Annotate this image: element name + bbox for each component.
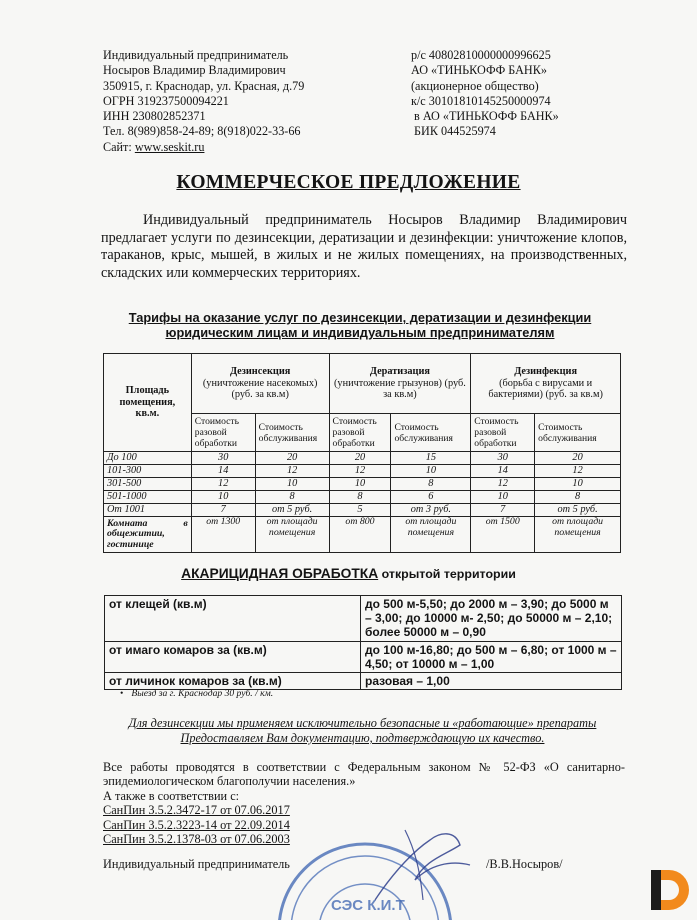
room-price-cell: от 1500 [471, 517, 535, 553]
tariff-title: Тарифы на оказание услуг по дезинсекции, дератизации и дезинфекции юридическим лицам и индивидуальным предпринимателям [128, 310, 592, 341]
price-cell: 14 [471, 465, 535, 478]
price-cell: от 5 руб. [535, 504, 621, 517]
acaricide-table [104, 595, 622, 690]
site-link[interactable]: www.seskit.ru [134, 139, 205, 154]
bank-line: к/с 30101810145250000974 [411, 93, 551, 108]
company-line: ИНН 230802852371 [103, 109, 206, 124]
one-time-price-header: Стоимость разовой обработки [329, 414, 391, 452]
room-price-cell: от площади помещения [255, 517, 329, 553]
area-cell: 101-300 [104, 465, 192, 478]
price-cell: 10 [535, 478, 621, 491]
disinsection-header [191, 354, 329, 414]
price-cell: 7 [191, 504, 255, 517]
price-cell: 30 [471, 452, 535, 465]
group-desc: (борьба с вирусами и бактериями) (руб. за кв.м) [488, 377, 603, 401]
group-desc: (уничтожение насекомых) (руб. за кв.м) [202, 377, 318, 401]
acaricide-label: от личинок комаров за (кв.м) [105, 673, 361, 690]
price-cell: 10 [255, 478, 329, 491]
price-cell: 12 [471, 478, 535, 491]
price-cell: 8 [329, 491, 391, 504]
safety-statement [0, 716, 697, 746]
room-price-cell: от площади помещения [535, 517, 621, 553]
price-cell: 12 [191, 478, 255, 491]
price-cell: 10 [329, 478, 391, 491]
bullet-icon: • [120, 688, 124, 699]
sanpin-item: СанПин 3.5.2.3472-17 от 07.06.2017 [103, 803, 290, 818]
signature-name: /В.В.Носыров/ [486, 857, 563, 871]
disinfection-header [471, 354, 621, 414]
price-cell: 10 [471, 491, 535, 504]
sanpin-item: СанПин 3.5.2.3223-14 от 22.09.2014 [103, 817, 290, 832]
bank-details [411, 48, 559, 140]
price-cell: 7 [471, 504, 535, 517]
travel-note [120, 688, 273, 699]
acaricide-label: от имаго комаров за (кв.м) [105, 641, 361, 672]
room-price-cell: от 800 [329, 517, 391, 553]
price-cell: 12 [329, 465, 391, 478]
price-cell: 20 [255, 452, 329, 465]
group-name: Дератизация [369, 366, 430, 378]
table-row [104, 491, 621, 504]
price-cell: 20 [535, 452, 621, 465]
tariff-table [103, 353, 621, 553]
area-cell: До 100 [104, 452, 192, 465]
group-desc: (уничтожение грызунов) (руб. за кв.м) [334, 377, 466, 401]
stamp-text: СЭС К.И.Т [331, 897, 405, 914]
table-row [104, 504, 621, 517]
service-price-header: Стоимость обслуживания [391, 414, 471, 452]
price-cell: 14 [191, 465, 255, 478]
price-cell: 10 [391, 465, 471, 478]
service-price-header: Стоимость обслуживания [255, 414, 329, 452]
price-cell: 6 [391, 491, 471, 504]
group-name: Дезинфекция [514, 366, 578, 378]
sanpin-item: СанПин 3.5.2.1378-03 от 07.06.2003 [103, 832, 290, 847]
table-row [104, 452, 621, 465]
area-cell: 501-1000 [104, 491, 192, 504]
price-cell: 30 [191, 452, 255, 465]
area-cell: 301-500 [104, 478, 192, 491]
company-details [103, 48, 304, 155]
acaricide-value: разовая – 1,00 [361, 673, 622, 690]
price-cell: 10 [191, 491, 255, 504]
bank-line: р/с 40802810000000996625 [411, 48, 551, 62]
company-line: Носыров Владимир Владимирович [103, 63, 286, 78]
bank-line: БИК 044525974 [411, 124, 496, 139]
bank-line: АО «ТИНЬКОФФ БАНК» [411, 63, 547, 78]
stamp-seal [255, 810, 505, 920]
price-cell: 12 [255, 465, 329, 478]
document-title: КОММЕРЧЕСКОЕ ПРЕДЛОЖЕНИЕ [176, 172, 521, 193]
also-text: А также в соответствии с: [103, 788, 240, 803]
company-line: 350915, г. Краснодар, ул. Красная, д.79 [103, 78, 305, 93]
price-cell: 8 [391, 478, 471, 491]
brand-logo-icon [647, 862, 691, 910]
table-row [105, 596, 622, 642]
legal-text: Все работы проводятся в соответствии с Федеральным законом № 52-ФЗ «О санитарно-эпидемиологическом благополучии населения.» [103, 760, 625, 789]
table-row [104, 478, 621, 491]
room-label-cell: Комната в общежитии, гостинице [104, 517, 192, 553]
table-row [104, 465, 621, 478]
price-cell: 5 [329, 504, 391, 517]
site-line [103, 140, 304, 155]
one-time-price-header: Стоимость разовой обработки [191, 414, 255, 452]
price-cell: от 5 руб. [255, 504, 329, 517]
travel-note-text: Выезд за г. Краснодар 30 руб. / км. [131, 688, 274, 699]
bank-line: (акционерное общество) [411, 78, 539, 93]
acaricide-title-rest: открытой территории [378, 567, 516, 581]
acaricide-label: от клещей (кв.м) [105, 596, 361, 642]
safety-line: Для дезинсекции мы применяем исключительно безопасные и «работающие» препараты [128, 716, 597, 730]
service-price-header: Стоимость обслуживания [535, 414, 621, 452]
company-line: Индивидуальный предприниматель [103, 48, 289, 62]
price-cell: от 3 руб. [391, 504, 471, 517]
acaricide-value: до 100 м-16,80; до 500 м – 6,80; от 1000 м – 4,50; от 10000 м – 1,00 [361, 641, 622, 672]
area-header: Площадь помещения, кв.м. [104, 354, 192, 452]
price-cell: 20 [329, 452, 391, 465]
company-line: ОГРН 319237500094221 [103, 93, 229, 108]
price-cell: 15 [391, 452, 471, 465]
signature-role: Индивидуальный предприниматель [103, 857, 290, 871]
table-row [105, 641, 622, 672]
one-time-price-header: Стоимость разовой обработки [471, 414, 535, 452]
intro-paragraph: Индивидуальный предприниматель Носыров Владимир Владимирович предлагает услуги по дезинсекции, дератизации и дезинфекции: уничтожение клопов, тараканов, крыс, мышей, в жилых и не жилых помещениях, на производственных, складских или коммерческих территориях. [101, 212, 627, 281]
deratization-header [329, 354, 471, 414]
safety-line: Предоставляем Вам документацию, подтверждающую их качество. [180, 731, 545, 745]
room-price-cell: от площади помещения [391, 517, 471, 553]
acaricide-title-main: АКАРИЦИДНАЯ ОБРАБОТКА [181, 566, 379, 581]
acaricide-value: до 500 м-5,50; до 2000 м – 3,90; до 5000 м – 3,00; до 10000 м- 2,50; до 50000 м – 2,10; более 50000 м – 0,90 [361, 596, 622, 642]
group-name: Дезинсекция [229, 366, 291, 378]
room-price-cell: от 1300 [191, 517, 255, 553]
price-cell: 8 [255, 491, 329, 504]
price-cell: 8 [535, 491, 621, 504]
area-cell: От 1001 [104, 504, 192, 517]
company-line: Тел. 8(989)858-24-89; 8(918)022-33-66 [103, 124, 301, 139]
site-label: Сайт: [103, 139, 132, 154]
bank-line: в АО «ТИНЬКОФФ БАНК» [411, 109, 559, 124]
acaricide-title [0, 566, 697, 581]
price-cell: 12 [535, 465, 621, 478]
table-row [104, 517, 621, 553]
